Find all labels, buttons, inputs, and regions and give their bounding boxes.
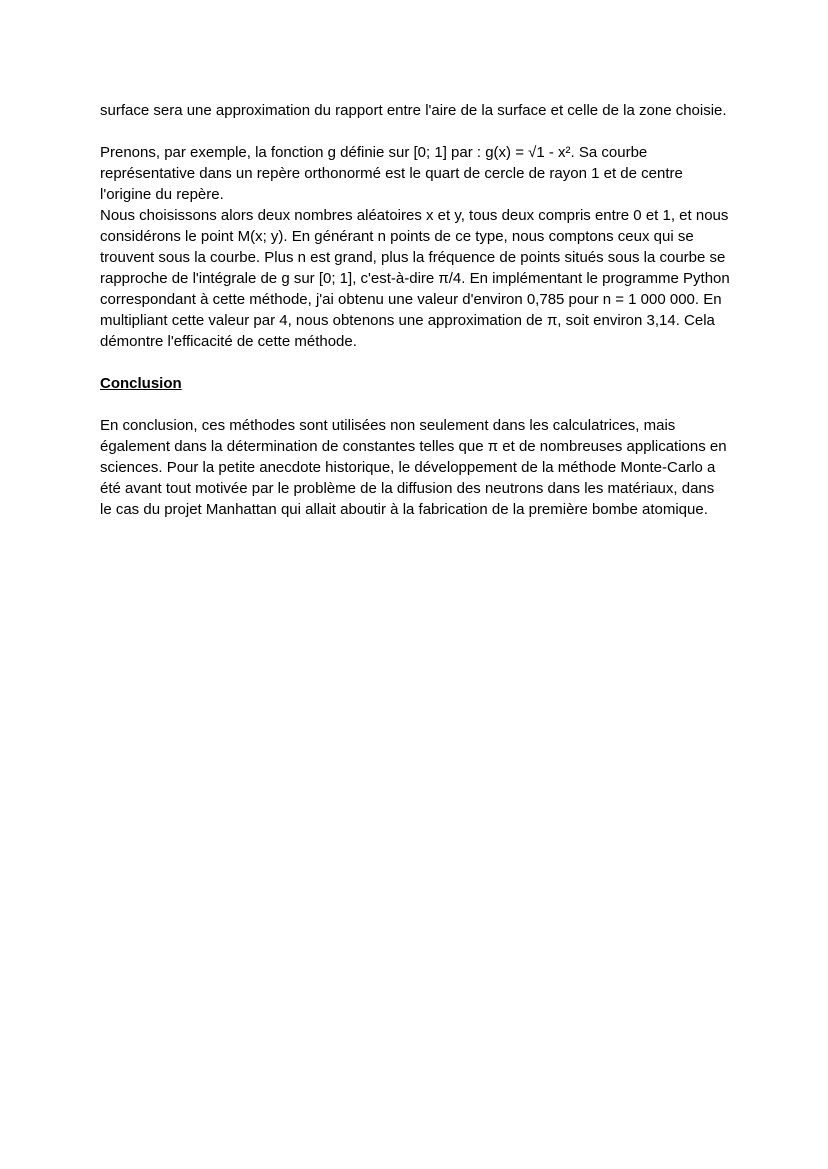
conclusion-heading: Conclusion (100, 375, 182, 392)
paragraph-conclusion: En conclusion, ces méthodes sont utilisées non seulement dans les calculatrices, mais également dans la détermination de constantes telles que π et de nombreuses applications en sciences. Pour la petite anecdote historique, le développement de la méthode Monte-Carlo a été avant tout motivée par le problème de la diffusion des neutrons dans les matériaux, dans le cas du projet Manhattan qui allait aboutir à la fabrication de la première bombe atomique. (100, 417, 731, 518)
paragraph-example-monte-carlo: Nous choisissons alors deux nombres aléatoires x et y, tous deux compris entre 0 et 1, et nous considérons le point M(x; y). En générant n points de ce type, nous comptons ceux qui se trouvent sous la courbe. Plus n est grand, plus la fréquence de points situés sous la courbe se rapproche de l'intégrale de g sur [0; 1], c'est-à-dire π/4. En implémentant le programme Python correspondant à cette méthode, j'ai obtenu une valeur d'environ 0,785 pour n = 1 000 000. En multipliant cette valeur par 4, nous obtenons une approximation de π, soit environ 3,14. Cela démontre l'efficacité de cette méthode. (100, 207, 734, 350)
paragraph-example-function: Prenons, par exemple, la fonction g définie sur [0; 1] par : g(x) = √1 - x². Sa courbe représentative dans un repère orthonormé est le quart de cercle de rayon 1 et de centre l'origine du repère. (100, 144, 688, 203)
paragraph-continuation: surface sera une approximation du rapport entre l'aire de la surface et celle de la zone choisie. (100, 102, 727, 119)
